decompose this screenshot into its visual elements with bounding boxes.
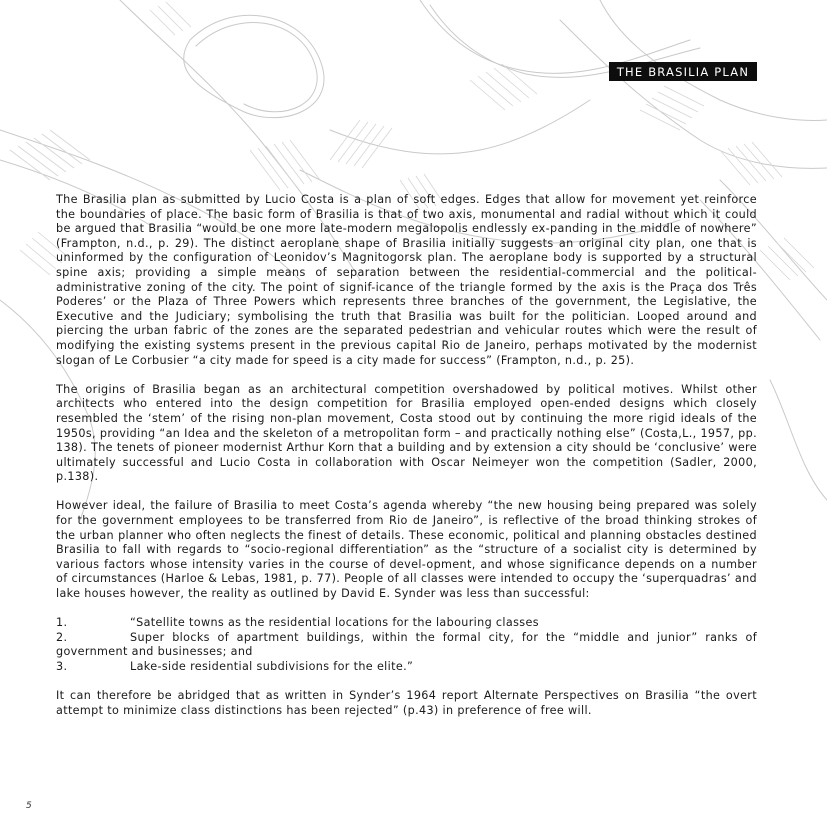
- list-text: Lake-side residential subdivisions for the elite.”: [130, 660, 414, 673]
- paragraph: However ideal, the failure of Brasilia to meet Costa’s agenda whereby “the new housing being prepared was solely for the government employees to be transferred from Rio de Janeiro”, is reflective of the broad thinking strokes of the urban planner who often neglects the finest of details. These economic, political and planning obstacles destined Brasilia to fall with regards to “socio-regional differentiation” as the “structure of a socialist city is determined by various factors whose intensity varies in the course of devel-opment, and whose significance depends on a number of circumstances (Harloe & Lebas, 1981, p. 77). People of all classes were intended to occupy the ‘superquadras’ and lake houses however, the reality as outlined by David E. Synder was less than successful:: [56, 499, 757, 601]
- list-number: 1.: [56, 616, 68, 630]
- list-text: Super blocks of apartment buildings, within the formal city, for the “middle and junior” ranks of government and businesses; and: [56, 630, 757, 659]
- paragraph: The origins of Brasilia began as an architectural competition overshadowed by political motives. Whilst other architects who entered into the design competition for Brasilia employed open-ended designs which closely resembled the ‘stem’ of the rising non-plan movement, Costa stood out by continuing the more rigid ideals of the 1950s, providing “an Idea and the skeleton of a metropolitan form – and practically nothing else” (Costa,L., 1957, pp. 138). The tenets of pioneer modernist Arthur Korn that a building and by extension a city should be ‘conclusive’ were ultimately successful and Lucio Costa in collaboration with Oscar Neimeyer won the competition (Sadler, 2000, p.138).: [56, 382, 757, 484]
- numbered-list: [56, 616, 757, 674]
- page-title: THE BRASILIA PLAN: [609, 62, 757, 81]
- closing-paragraph: It can therefore be abridged that as written in Synder’s 1964 report Alternate Perspectives on Brasilia “the overt attempt to minimize class distinctions has been rejected” (p.43) in preference of free will.: [56, 689, 757, 717]
- document-body: [56, 193, 757, 733]
- list-number: 2.: [56, 630, 68, 644]
- list-item: [56, 660, 757, 675]
- list-item: [56, 631, 757, 660]
- page-number: 5: [26, 801, 32, 811]
- paragraph: The Brasilia plan as submitted by Lucio Costa is a plan of soft edges. Edges that allow for movement yet reinforce the boundaries of place. The basic form of Brasilia is that of two axis, monumental and radial without which it could be argued that Brasilia “would be one more late-modern megalopolis endlessly ex-panding in the middle of nowhere” (Frampton, n.d., p. 29). The distinct aeroplane shape of Brasilia initially suggests an original city plan, one that is uninformed by the configuration of Leonidov’s Magnitogorsk plan. The aeroplane body is supported by a structural spine axis; providing a simple means of separation between the residential-commercial and the political-administrative zoning of the city. The point of signif-icance of the triangle formed by the axis is the Praça dos Três Poderes’ or the Plaza of Three Powers which represents three branches of the government, the Legislative, the Executive and the Judiciary; symbolising the truth that Brasilia was built for the politician. Looped around and piercing the urban fabric of the zones are the separated pedestrian and vehicular routes which were the result of modifying the existing systems present in the previous capital Rio de Janeiro, perhaps motivated by the modernist slogan of Le Corbusier “a city made for speed is a city made for success” (Frampton, n.d., p. 25).: [56, 193, 757, 367]
- list-item: [56, 616, 757, 631]
- list-text: “Satellite towns as the residential locations for the labouring classes: [130, 616, 539, 630]
- list-number: 3.: [56, 660, 68, 673]
